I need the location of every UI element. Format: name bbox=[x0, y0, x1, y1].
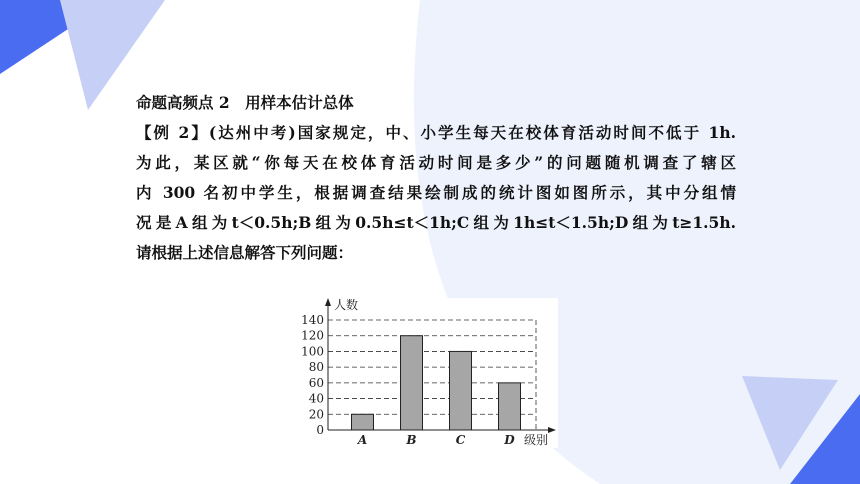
x-tick-label: A bbox=[357, 433, 368, 447]
y-axis-label: 人数 bbox=[334, 298, 359, 312]
y-tick-label: 120 bbox=[301, 328, 324, 343]
bar-chart bbox=[290, 298, 558, 448]
x-tick-label: C bbox=[455, 433, 466, 447]
bar bbox=[450, 351, 472, 430]
y-tick-label: 20 bbox=[308, 407, 324, 422]
y-tick-label: 80 bbox=[308, 360, 324, 375]
problem-line-4: 况是A组为t＜0.5h;B组为0.5h≤t＜1h;C组为1h≤t＜1.5h;D组为t≥1.5h. bbox=[136, 213, 736, 232]
y-tick-label: 40 bbox=[308, 391, 324, 406]
problem-line-5: 请根据上述信息解答下列问题： bbox=[136, 243, 354, 262]
y-tick-label: 100 bbox=[301, 344, 324, 359]
y-axis-arrow bbox=[325, 298, 331, 306]
bar-chart-svg bbox=[290, 298, 558, 448]
bar bbox=[352, 414, 374, 430]
x-axis-arrow bbox=[548, 427, 556, 433]
problem-line-2: 为此，某区就“你每天在校体育活动时间是多少”的问题随机调查了辖区 bbox=[136, 153, 736, 172]
section-heading: 命题高频点 2 用样本估计总体 bbox=[136, 93, 354, 112]
bar bbox=[401, 336, 423, 430]
x-tick-label: D bbox=[504, 433, 515, 447]
bar bbox=[499, 383, 521, 430]
y-tick-label: 140 bbox=[301, 313, 324, 327]
problem-text bbox=[136, 88, 736, 268]
y-tick-label: 0 bbox=[316, 423, 324, 437]
problem-line-1: 【例 2】(达州中考)国家规定，中、小学生每天在校体育活动时间不低于 1h. bbox=[136, 123, 736, 142]
problem-line-3: 内 300 名初中学生，根据调查结果绘制成的统计图如图所示，其中分组情 bbox=[136, 183, 736, 202]
x-axis-label: 级别 bbox=[524, 433, 549, 447]
y-tick-label: 60 bbox=[308, 375, 324, 390]
x-tick-label: B bbox=[406, 433, 417, 447]
